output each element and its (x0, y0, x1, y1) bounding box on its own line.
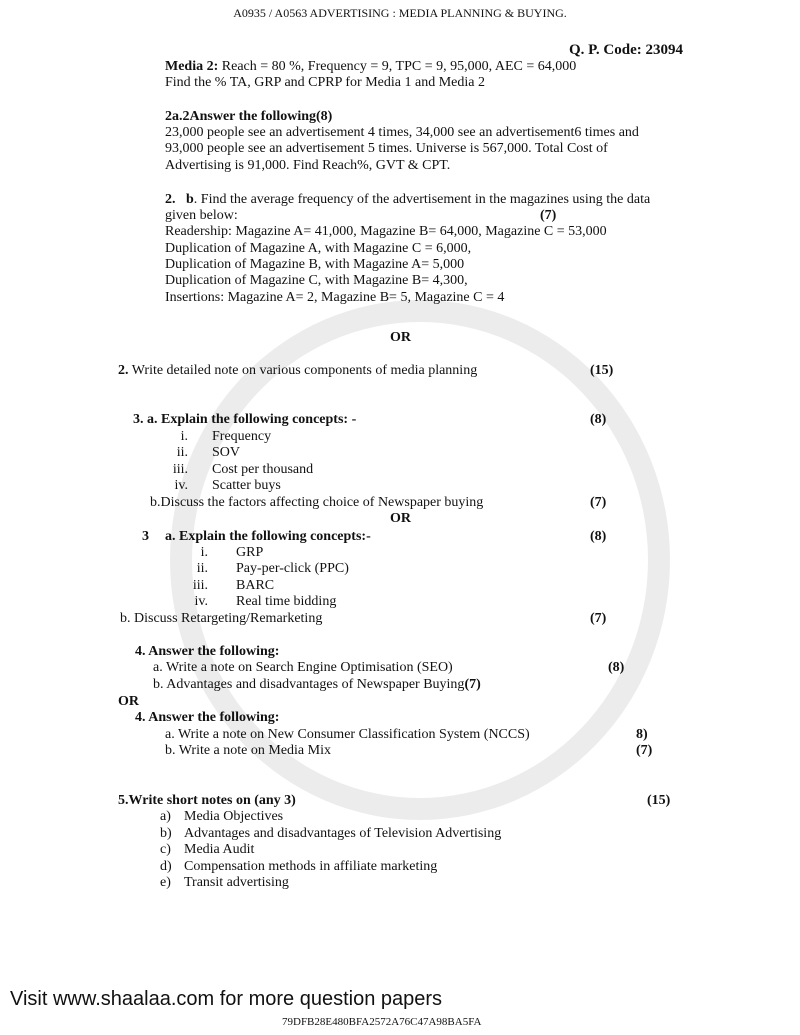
q4-alt-a: a. Write a note on New Consumer Classification System (NCCS) (165, 727, 530, 742)
find-line: Find the % TA, GRP and CPRP for Media 1 and Media 2 (165, 75, 485, 90)
q2b-given (165, 208, 238, 224)
q2b-data-line: Duplication of Magazine B, with Magazine A= 5,000 (165, 257, 465, 272)
q4-title: 4. Answer the following: (135, 644, 280, 659)
paper-header: A0935 / A0563 ADVERTISING : MEDIA PLANNING & BUYING. (233, 6, 567, 20)
list-item: Media Objectives (184, 809, 284, 824)
q3-alt-marks-a: (8) (590, 529, 607, 544)
item-number: i. (180, 429, 188, 444)
q3-title: 3. a. Explain the following concepts: - (133, 412, 357, 427)
q4-alt-marks-a: 8) (636, 727, 648, 742)
q2b-letter: b (186, 192, 194, 207)
item-number: ii. (176, 445, 188, 460)
q4-b (153, 677, 481, 693)
item-number: ii. (196, 561, 208, 576)
q2a-line: 93,000 people see an advertisement 5 times. Universe is 567,000. Total Cost of (165, 141, 608, 156)
q3-alt-title: a. Explain the following concepts:- (165, 529, 371, 544)
item-number: i. (200, 545, 208, 560)
q2a-line: 23,000 people see an advertisement 4 times, 34,000 see an advertisement6 times and (165, 125, 639, 140)
q2b-line (165, 192, 650, 208)
media2-label: Media 2: (165, 59, 219, 74)
q3-alt-b: b. Discuss Retargeting/Remarketing (120, 611, 323, 626)
qp-code: Q. P. Code: 23094 (568, 42, 683, 58)
media2-line (165, 59, 576, 75)
q4-alt-b: b. Write a note on Media Mix (165, 743, 331, 758)
item-number: iii. (172, 462, 188, 477)
or-divider: OR (390, 330, 411, 345)
item-number: iii. (192, 578, 208, 593)
q3-marks-a: (8) (590, 412, 607, 427)
q2-alt-marks: (15) (590, 363, 614, 378)
visit-link[interactable]: Visit www.shaalaa.com for more question papers (10, 988, 443, 1010)
list-item: Scatter buys (212, 478, 281, 493)
item-number: d) (160, 859, 172, 874)
q2b-data-line: Insertions: Magazine A= 2, Magazine B= 5, Magazine C = 4 (165, 290, 505, 305)
q2b-data-line: Readership: Magazine A= 41,000, Magazine B= 64,000, Magazine C = 53,000 (165, 224, 607, 239)
item-number: e) (160, 875, 171, 890)
q4-a: a. Write a note on Search Engine Optimisation (SEO) (153, 660, 453, 675)
q2b-marks: (7) (540, 208, 557, 223)
or-divider: OR (390, 511, 411, 526)
or-divider: OR (118, 694, 139, 709)
list-item: BARC (236, 578, 275, 593)
q3-alt-num: 3 (142, 529, 149, 544)
q2b-data-line: Duplication of Magazine C, with Magazine B= 4,300, (165, 273, 468, 288)
item-number: b) (160, 826, 172, 841)
list-item: Transit advertising (184, 875, 289, 890)
q2b-text: . Find the average frequency of the advertisement in the magazines using the data (193, 192, 651, 207)
q2a-title: 2a.2Answer the following(8) (165, 109, 333, 124)
q5-marks: (15) (647, 793, 671, 808)
list-item: Real time bidding (236, 594, 337, 609)
q4-alt-marks-b: (7) (636, 743, 653, 758)
q2b-num: 2. (165, 192, 176, 207)
item-number: iv. (194, 594, 208, 609)
q2-alt-num: 2. (118, 363, 129, 378)
list-item: GRP (236, 545, 264, 560)
q2b-data-line: Duplication of Magazine A, with Magazine C = 6,000, (165, 241, 472, 256)
list-item: Advantages and disadvantages of Television Advertising (184, 826, 502, 841)
q3-b: b.Discuss the factors affecting choice of Newspaper buying (150, 495, 484, 510)
footer-code: 79DFB28E480BFA2572A76C47A98BA5FA (282, 1016, 482, 1028)
media2-text: Reach = 80 %, Frequency = 9, TPC = 9, 95,000, AEC = 64,000 (218, 59, 577, 74)
item-number: a) (160, 809, 171, 824)
list-item: SOV (212, 445, 241, 460)
q3-alt-marks-b: (7) (590, 611, 607, 626)
q5-title: 5.Write short notes on (any 3) (118, 793, 296, 808)
q2-alt (118, 363, 477, 379)
item-number: c) (160, 842, 171, 857)
list-item: Cost per thousand (212, 462, 314, 477)
q3-marks-b: (7) (590, 495, 607, 510)
list-item: Media Audit (184, 842, 255, 857)
q4-alt-title: 4. Answer the following: (135, 710, 280, 725)
list-item: Pay-per-click (PPC) (236, 561, 349, 576)
q4-b-text: b. Advantages and disadvantages of Newspaper Buying (153, 677, 465, 692)
q2-alt-text: Write detailed note on various components of media planning (128, 363, 478, 378)
list-item: Frequency (212, 429, 272, 444)
item-number: iv. (174, 478, 188, 493)
q2a-line: Advertising is 91,000. Find Reach%, GVT & CPT. (165, 158, 451, 173)
q4-marks-a: (8) (608, 660, 625, 675)
q4-marks-b: (7) (464, 677, 481, 692)
list-item: Compensation methods in affiliate marketing (184, 859, 438, 874)
q2b-given-text: given below: (165, 208, 238, 223)
